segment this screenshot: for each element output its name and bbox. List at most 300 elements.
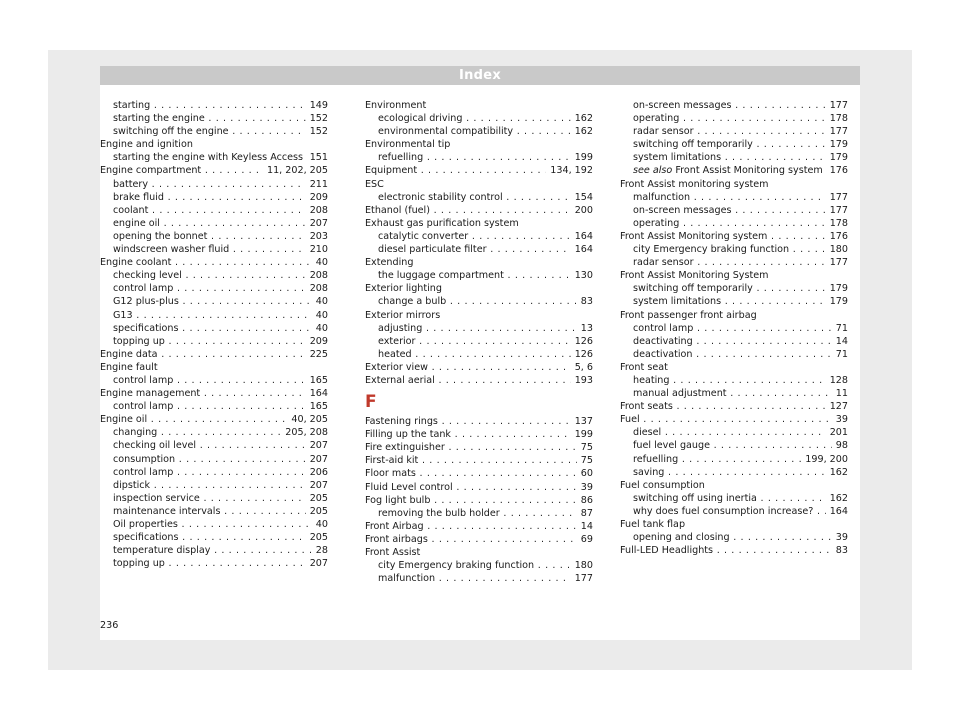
index-page-ref[interactable]: 71 xyxy=(832,348,848,361)
index-entry-term: Engine data . . . xyxy=(100,348,328,361)
index-page-ref[interactable]: 162 xyxy=(826,466,848,479)
index-page-ref[interactable]: 154 xyxy=(571,191,593,204)
index-entry-term: Engine compartment . . . xyxy=(100,164,328,177)
index-entry-term: exterior . . . xyxy=(378,335,593,348)
index-entry-term: Front passenger front airbag xyxy=(620,309,757,321)
index-entry-term: Fire extinguisher . . . xyxy=(365,441,593,454)
index-subentry xyxy=(620,505,848,518)
index-page-ref[interactable]: 208 xyxy=(306,204,328,217)
index-subentry xyxy=(100,400,328,413)
index-entry-term: Extending xyxy=(365,257,414,269)
index-entry-term: system limitations . . . xyxy=(633,151,848,164)
index-entry-term: Floor mats . . . xyxy=(365,467,593,480)
index-entry-term: the luggage compartment . . . xyxy=(378,269,593,282)
index-entry-term: city Emergency braking function . . . xyxy=(633,243,848,256)
index-page-ref[interactable]: 177 xyxy=(826,204,848,217)
index-page-ref[interactable]: 199 xyxy=(571,151,593,164)
index-entry-term: Front seats . . . xyxy=(620,400,848,413)
index-subentry xyxy=(100,309,328,322)
index-entry xyxy=(365,361,593,374)
index-page-ref[interactable]: 149 xyxy=(306,99,328,112)
index-subentry xyxy=(100,518,328,531)
index-entry-term: brake fluid . . . xyxy=(113,191,328,204)
index-entry-term: switching off the engine . . . xyxy=(113,125,328,138)
index-page-ref[interactable]: 13 xyxy=(577,322,593,335)
index-subentry xyxy=(620,138,848,151)
index-page-ref[interactable]: 200 xyxy=(571,204,593,217)
index-entry-term: electronic stability control . . . xyxy=(378,191,593,204)
index-entry xyxy=(620,178,848,191)
index-entry-term: Fuel tank flap xyxy=(620,519,686,530)
index-entry-term: system limitations . . . xyxy=(633,295,848,308)
index-entry-term: changing . . . xyxy=(113,426,328,439)
index-entry-term: change a bulb . . . xyxy=(378,295,593,308)
index-subentry xyxy=(620,348,848,361)
index-entry-term: Exterior view . . . xyxy=(365,361,593,374)
index-page-ref[interactable]: 177 xyxy=(826,191,848,204)
index-subentry xyxy=(620,112,848,125)
index-page-ref[interactable]: 180 xyxy=(826,243,848,256)
index-subentry xyxy=(100,492,328,505)
index-entry xyxy=(620,544,848,557)
index-entry xyxy=(620,230,848,243)
index-entry-term: on-screen messages . . . xyxy=(633,204,848,217)
section-header: Index xyxy=(100,66,860,85)
index-entry-term: Fog light bulb . . . xyxy=(365,494,593,507)
index-page-ref[interactable]: 14 xyxy=(577,520,593,533)
index-page-ref[interactable]: 165 xyxy=(306,400,328,413)
index-page-ref[interactable]: 210 xyxy=(306,243,328,256)
index-page-ref[interactable]: 208 xyxy=(306,269,328,282)
index-content xyxy=(100,85,860,640)
index-entry-term: topping up . . . xyxy=(113,557,328,570)
index-entry xyxy=(365,520,593,533)
index-subentry xyxy=(100,439,328,452)
index-entry xyxy=(620,479,848,492)
index-subentry xyxy=(620,99,848,112)
index-page-ref[interactable]: 207 xyxy=(306,479,328,492)
index-subentry xyxy=(100,453,328,466)
index-entry-term: Full-LED Headlights . . . xyxy=(620,544,848,557)
index-entry xyxy=(365,138,593,151)
index-page-ref[interactable]: 11, 202, 205 xyxy=(263,164,328,177)
index-entry-term: G13 . . . xyxy=(113,309,328,322)
index-subentry xyxy=(100,426,328,439)
index-page-ref[interactable]: 165 xyxy=(306,374,328,387)
index-subentry xyxy=(100,295,328,308)
index-page-ref[interactable]: 126 xyxy=(571,348,593,361)
index-subentry xyxy=(620,282,848,295)
index-entry xyxy=(365,204,593,217)
index-entry xyxy=(100,348,328,361)
index-entry-term: environmental compatibility . . . xyxy=(378,125,593,138)
index-page-ref[interactable]: 178 xyxy=(826,217,848,230)
index-entry-term: catalytic converter . . . xyxy=(378,230,593,243)
index-subentry xyxy=(100,374,328,387)
index-entry-term: Fastening rings . . . xyxy=(365,415,593,428)
index-entry xyxy=(620,518,848,531)
index-entry-term: starting the engine . . . xyxy=(113,112,328,125)
index-subentry xyxy=(100,505,328,518)
index-page-ref[interactable]: 128 xyxy=(826,374,848,387)
index-page-ref[interactable]: 176 xyxy=(826,164,848,177)
index-entry xyxy=(620,400,848,413)
index-subentry xyxy=(100,125,328,138)
index-subentry xyxy=(100,557,328,570)
index-page-ref[interactable]: 83 xyxy=(577,295,593,308)
index-entry-term: opening and closing . . . xyxy=(633,531,848,544)
index-entry-term: Environmental tip xyxy=(365,139,451,151)
index-entry-term: starting . . . xyxy=(113,99,328,112)
index-entry xyxy=(365,256,593,269)
index-subentry xyxy=(620,125,848,138)
index-entry-term: Front Assist monitoring system xyxy=(620,178,769,190)
index-entry-term: dipstick . . . xyxy=(113,479,328,492)
index-subentry xyxy=(365,125,593,138)
index-entry-term: diesel particulate filter . . . xyxy=(378,243,593,256)
index-page-ref[interactable]: 178 xyxy=(826,112,848,125)
index-page-ref[interactable]: 40 xyxy=(312,295,328,308)
index-column-2 xyxy=(365,99,593,585)
index-subentry xyxy=(365,191,593,204)
index-subentry xyxy=(100,269,328,282)
index-entry-term: malfunction . . . xyxy=(633,191,848,204)
index-subentry xyxy=(100,178,328,191)
index-entry-term: control lamp . . . xyxy=(113,400,328,413)
index-entry-term: control lamp . . . xyxy=(113,282,328,295)
index-entry xyxy=(100,164,328,177)
index-entry-term: operating . . . xyxy=(633,217,848,230)
index-entry-term: inspection service . . . xyxy=(113,492,328,505)
index-entry-term: refuelling . . . xyxy=(633,453,848,466)
index-page-ref[interactable]: 71 xyxy=(832,322,848,335)
index-entry-term: switching off using inertia . . . xyxy=(633,492,848,505)
index-entry-term: operating . . . xyxy=(633,112,848,125)
index-page-ref[interactable]: 177 xyxy=(571,572,593,585)
index-entry-term: removing the bulb holder . . . xyxy=(378,507,593,520)
index-entry-term: engine oil . . . xyxy=(113,217,328,230)
index-column-3 xyxy=(620,99,848,557)
index-entry-term: Front airbags . . . xyxy=(365,533,593,546)
index-page-ref[interactable]: 164 xyxy=(306,387,328,400)
index-entry-term: temperature display . . . xyxy=(113,544,328,557)
index-page-ref[interactable]: 11 xyxy=(832,387,848,400)
index-entry-term: specifications . . . xyxy=(113,531,328,544)
index-entry xyxy=(620,269,848,282)
index-subentry xyxy=(620,374,848,387)
index-page-ref[interactable]: 205 xyxy=(306,492,328,505)
index-entry xyxy=(365,282,593,295)
index-subentry xyxy=(620,466,848,479)
index-page-ref[interactable]: 40 xyxy=(312,256,328,269)
index-entry-term: windscreen washer fluid . . . xyxy=(113,243,328,256)
index-entry-term: refuelling . . . xyxy=(378,151,593,164)
index-page-ref[interactable]: 14 xyxy=(832,335,848,348)
index-page-ref[interactable]: 199, 200 xyxy=(801,453,848,466)
index-entry-term: Front Airbag . . . xyxy=(365,520,593,533)
index-page-ref[interactable]: 199 xyxy=(571,428,593,441)
index-entry-term: switching off temporarily . . . xyxy=(633,282,848,295)
index-subentry xyxy=(365,559,593,572)
index-page-ref[interactable]: 205 xyxy=(306,505,328,518)
index-entry-term: diesel . . . xyxy=(633,426,848,439)
index-page-ref[interactable]: 162 xyxy=(826,492,848,505)
index-entry-term: Exterior mirrors xyxy=(365,309,441,321)
index-entry-term: radar sensor . . . xyxy=(633,256,848,269)
index-page-ref[interactable]: 75 xyxy=(577,454,593,467)
index-subentry xyxy=(620,243,848,256)
index-entry xyxy=(365,481,593,494)
index-page-ref[interactable]: 206 xyxy=(306,466,328,479)
index-entry-term: maintenance intervals . . . xyxy=(113,505,328,518)
index-entry-term: Fuel consumption xyxy=(620,479,705,491)
index-subentry xyxy=(620,151,848,164)
index-entry-term: ecological driving . . . xyxy=(378,112,593,125)
index-page-ref[interactable]: 40, 205 xyxy=(287,413,328,426)
index-subentry xyxy=(100,544,328,557)
index-page-ref[interactable]: 134, 192 xyxy=(546,164,593,177)
index-entry xyxy=(365,546,593,559)
index-page-ref[interactable]: 127 xyxy=(826,400,848,413)
index-page-ref[interactable]: 151 xyxy=(306,151,328,164)
index-entry-term: on-screen messages . . . xyxy=(633,99,848,112)
index-subentry xyxy=(100,531,328,544)
index-page-ref[interactable]: 176 xyxy=(826,230,848,243)
index-entry-term: opening the bonnet . . . xyxy=(113,230,328,243)
index-page-ref[interactable]: 179 xyxy=(826,151,848,164)
index-entry xyxy=(365,494,593,507)
index-page-ref[interactable]: 39 xyxy=(832,531,848,544)
index-entry xyxy=(100,256,328,269)
index-entry-term: checking level . . . xyxy=(113,269,328,282)
index-entry-term: starting the engine with Keyless Access . . . xyxy=(113,151,328,164)
index-page-ref[interactable]: 164 xyxy=(571,243,593,256)
index-subentry xyxy=(100,204,328,217)
index-page-ref[interactable]: 164 xyxy=(571,230,593,243)
index-entry-term: Oil properties . . . xyxy=(113,518,328,531)
index-page-ref[interactable]: 209 xyxy=(306,335,328,348)
index-page-ref[interactable]: 205 xyxy=(306,531,328,544)
index-page-ref[interactable]: 152 xyxy=(306,125,328,138)
index-page-ref[interactable]: 177 xyxy=(826,99,848,112)
index-entry xyxy=(365,374,593,387)
index-subentry xyxy=(100,282,328,295)
index-entry-term: adjusting . . . xyxy=(378,322,593,335)
index-entry-term: control lamp . . . xyxy=(113,466,328,479)
index-page-ref[interactable]: 126 xyxy=(571,335,593,348)
index-entry xyxy=(365,309,593,322)
index-entry-term: battery . . . xyxy=(113,178,328,191)
index-entry-term: control lamp . . . xyxy=(633,322,848,335)
index-page-ref[interactable]: 208 xyxy=(306,282,328,295)
index-page-ref[interactable]: 40 xyxy=(312,309,328,322)
index-entry-term: checking oil level . . . xyxy=(113,439,328,452)
index-page-ref[interactable]: 177 xyxy=(826,256,848,269)
index-entry-term: control lamp . . . xyxy=(113,374,328,387)
index-entry xyxy=(365,428,593,441)
index-page-ref[interactable]: 40 xyxy=(312,518,328,531)
index-entry-term: G12 plus-plus . . . xyxy=(113,295,328,308)
index-entry xyxy=(620,413,848,426)
index-entry-term: see also Front Assist Monitoring system . . . xyxy=(633,164,848,177)
index-entry xyxy=(365,178,593,191)
index-page-ref[interactable]: 211 xyxy=(306,178,328,191)
index-page-ref[interactable]: 40 xyxy=(312,322,328,335)
index-entry-term: why does fuel consumption increase? . . . xyxy=(633,505,848,518)
index-subentry xyxy=(365,335,593,348)
index-subentry xyxy=(620,256,848,269)
index-page-ref[interactable]: 201 xyxy=(826,426,848,439)
index-subentry xyxy=(620,322,848,335)
index-page-ref[interactable]: 207 xyxy=(306,217,328,230)
index-page-ref[interactable]: 60 xyxy=(577,467,593,480)
index-page-ref[interactable]: 225 xyxy=(306,348,328,361)
index-entry xyxy=(365,467,593,480)
index-page-ref[interactable]: 39 xyxy=(577,481,593,494)
index-entry xyxy=(620,361,848,374)
index-page-ref[interactable]: 179 xyxy=(826,282,848,295)
index-page-ref[interactable]: 203 xyxy=(306,230,328,243)
index-entry-term: fuel level gauge . . . xyxy=(633,439,848,452)
index-entry xyxy=(365,99,593,112)
index-page-ref[interactable]: 179 xyxy=(826,138,848,151)
index-entry xyxy=(365,454,593,467)
index-entry-term: consumption . . . xyxy=(113,453,328,466)
index-page-ref[interactable]: 152 xyxy=(306,112,328,125)
index-entry-term: saving . . . xyxy=(633,466,848,479)
index-entry-term: Front Assist Monitoring System xyxy=(620,270,769,282)
index-entry-term: Front seat xyxy=(620,361,668,373)
index-entry-term: Front Assist Monitoring system . . . xyxy=(620,230,848,243)
index-entry-term: Engine coolant . . . xyxy=(100,256,328,269)
index-page-ref[interactable]: 177 xyxy=(826,125,848,138)
index-subentry xyxy=(620,335,848,348)
index-subentry xyxy=(100,112,328,125)
index-subentry xyxy=(365,230,593,243)
index-entry-term: radar sensor . . . xyxy=(633,125,848,138)
index-entry-term: Engine management . . . xyxy=(100,387,328,400)
index-page-ref[interactable]: 98 xyxy=(832,439,848,452)
index-entry-term: Engine oil . . . xyxy=(100,413,328,426)
index-page-ref[interactable]: 164 xyxy=(826,505,848,518)
index-subentry xyxy=(365,269,593,282)
index-page-ref[interactable]: 86 xyxy=(577,494,593,507)
index-entry-term: Exterior lighting xyxy=(365,283,442,295)
index-page-ref[interactable]: 39 xyxy=(832,413,848,426)
index-letter-heading: F xyxy=(365,392,377,413)
index-page-ref[interactable]: 5, 6 xyxy=(571,361,593,374)
index-entry xyxy=(365,217,593,230)
index-entry-term: Engine fault xyxy=(100,361,158,373)
index-subentry xyxy=(620,164,848,177)
index-entry-term: coolant . . . xyxy=(113,204,328,217)
index-subentry xyxy=(365,572,593,585)
index-entry-term: Engine and ignition xyxy=(100,139,193,151)
index-subentry xyxy=(620,531,848,544)
index-page-ref[interactable]: 162 xyxy=(571,112,593,125)
index-page-ref[interactable]: 205, 208 xyxy=(281,426,328,439)
index-subentry xyxy=(620,387,848,400)
index-column-1 xyxy=(100,99,328,570)
index-page-ref[interactable]: 207 xyxy=(306,439,328,452)
index-subentry xyxy=(365,243,593,256)
index-entry-term: heated . . . xyxy=(378,348,593,361)
index-subentry xyxy=(100,191,328,204)
index-page-ref[interactable]: 209 xyxy=(306,191,328,204)
index-subentry xyxy=(100,322,328,335)
index-subentry xyxy=(100,243,328,256)
index-page-ref[interactable]: 130 xyxy=(571,269,593,282)
index-entry xyxy=(620,309,848,322)
index-subentry xyxy=(100,217,328,230)
index-page-ref[interactable]: 162 xyxy=(571,125,593,138)
index-page-ref[interactable]: 75 xyxy=(577,441,593,454)
index-entry-term: malfunction . . . xyxy=(378,572,593,585)
index-entry-term: topping up . . . xyxy=(113,335,328,348)
index-entry xyxy=(365,441,593,454)
index-entry-term: Filling up the tank . . . xyxy=(365,428,593,441)
index-subentry xyxy=(100,466,328,479)
index-subentry xyxy=(365,322,593,335)
index-entry xyxy=(100,387,328,400)
index-page-ref[interactable]: 87 xyxy=(577,507,593,520)
index-subentry xyxy=(620,439,848,452)
index-entry-term: deactivating . . . xyxy=(633,335,848,348)
index-subentry xyxy=(620,492,848,505)
index-entry xyxy=(365,533,593,546)
index-page-ref[interactable]: 180 xyxy=(571,559,593,572)
index-entry-term: specifications . . . xyxy=(113,322,328,335)
index-entry-term: Fluid Level control . . . xyxy=(365,481,593,494)
index-page-ref[interactable]: 69 xyxy=(577,533,593,546)
index-page-ref[interactable]: 179 xyxy=(826,295,848,308)
index-subentry xyxy=(620,426,848,439)
index-entry-term: Front Assist xyxy=(365,547,421,558)
index-subentry xyxy=(620,217,848,230)
index-entry-term: Equipment . . . xyxy=(365,164,593,177)
index-subentry xyxy=(100,335,328,348)
index-entry xyxy=(365,415,593,428)
index-entry-term: Environment xyxy=(365,100,427,111)
index-subentry xyxy=(100,151,328,164)
index-entry-term: deactivation . . . xyxy=(633,348,848,361)
index-page-ref[interactable]: 83 xyxy=(832,544,848,557)
index-subentry xyxy=(620,204,848,217)
index-entry-term: External aerial . . . xyxy=(365,374,593,387)
index-subentry xyxy=(365,507,593,520)
index-subentry xyxy=(365,295,593,308)
index-page-ref[interactable]: 207 xyxy=(306,557,328,570)
index-entry-term: city Emergency braking function . . . xyxy=(378,559,593,572)
index-entry xyxy=(100,361,328,374)
index-subentry xyxy=(365,151,593,164)
index-entry xyxy=(100,138,328,151)
index-entry xyxy=(100,413,328,426)
index-subentry xyxy=(620,453,848,466)
index-entry-term: manual adjustment . . . xyxy=(633,387,848,400)
index-entry xyxy=(365,164,593,177)
index-page-ref[interactable]: 207 xyxy=(306,453,328,466)
index-entry-term: Fuel . . . xyxy=(620,413,848,426)
index-page-ref[interactable]: 28 xyxy=(312,544,328,557)
index-subentry xyxy=(100,99,328,112)
index-subentry xyxy=(365,112,593,125)
index-page-ref[interactable]: 137 xyxy=(571,415,593,428)
index-subentry xyxy=(100,479,328,492)
index-entry-term: Ethanol (fuel) . . . xyxy=(365,204,593,217)
index-entry-term: ESC xyxy=(365,178,384,190)
index-page-ref[interactable]: 193 xyxy=(571,374,593,387)
